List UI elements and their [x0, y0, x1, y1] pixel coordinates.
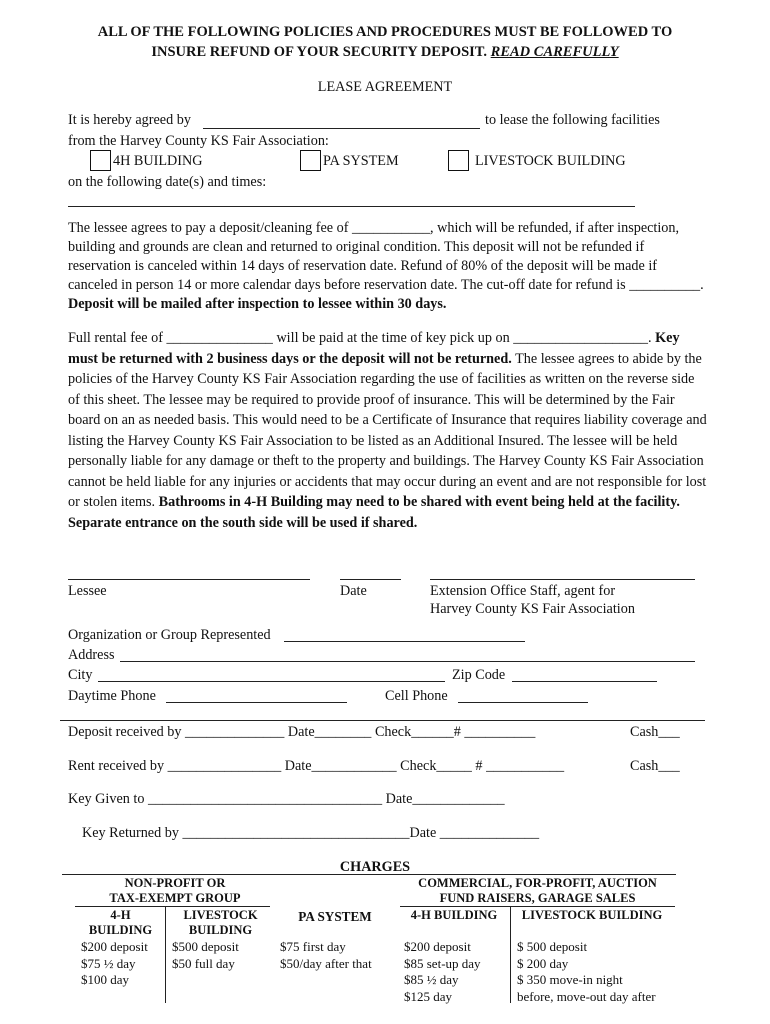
deposit-cash: Cash___ [630, 724, 680, 740]
option-pa-system: PA SYSTEM [323, 153, 399, 169]
deposit-received-row: Deposit received by ______________ Date________ Check______# __________ [68, 724, 536, 740]
np-4h-half-day: $75 ½ day [81, 956, 136, 971]
day-phone-label: Daytime Phone [68, 688, 156, 704]
day-phone-line[interactable] [166, 702, 347, 703]
c-4h-day: $125 day [404, 989, 453, 1004]
np-4h-day: $100 day [81, 972, 130, 987]
nonprofit-head-1: NON-PROFIT OR [124, 876, 226, 890]
col-4h-2: BUILDING [88, 923, 153, 937]
col-commercial-4h: 4-H BUILDING [410, 908, 498, 922]
deposit-bold: Deposit will be mailed after inspection to lessee within 30 days. [68, 296, 447, 312]
nonprofit-head-2: TAX-EXEMPT GROUP [109, 891, 241, 905]
header-line-2 [0, 44, 770, 61]
np-ls-full-day: $50 full day [172, 956, 235, 971]
rental-bold-2: Bathrooms in 4-H Building may need to be shared with event being held at the facility. Separate entrance on the south side will be used if shared. [68, 494, 680, 531]
checkbox-livestock-building[interactable] [448, 150, 469, 171]
np-ls-deposit: $500 deposit [172, 939, 239, 954]
page-title: LEASE AGREEMENT [317, 79, 453, 95]
date-signature-line[interactable] [340, 579, 401, 580]
charges-title: CHARGES [339, 859, 411, 875]
c-ls-deposit: $ 500 deposit [517, 939, 588, 954]
zip-label: Zip Code [452, 667, 506, 683]
pa-first-day: $75 first day [280, 939, 346, 954]
header-line-1: ALL OF THE FOLLOWING POLICIES AND PROCEDURES MUST BE FOLLOWED TO [97, 24, 673, 40]
org-line[interactable] [284, 641, 525, 642]
col-4h-1: 4-H [110, 908, 131, 922]
staff-label-2: Harvey County KS Fair Association [430, 601, 635, 617]
lessee-name-line[interactable] [203, 128, 480, 129]
rent-cash: Cash___ [630, 758, 680, 774]
col-ls-1: LIVESTOCK [183, 908, 258, 922]
option-livestock-building: LIVESTOCK BUILDING [475, 153, 626, 169]
commercial-divider [510, 907, 511, 1003]
read-carefully: READ CAREFULLY [490, 44, 619, 60]
c-4h-setup: $85 set-up day [404, 956, 481, 971]
lessee-label: Lessee [68, 583, 107, 599]
header-line-2-text: INSURE REFUND OF YOUR SECURITY DEPOSIT. [151, 44, 491, 60]
rent-received-row: Rent received by ________________ Date____________ Check_____ # ___________ [68, 758, 565, 774]
col-commercial-ls: LIVESTOCK BUILDING [521, 908, 663, 922]
commercial-head-1: COMMERCIAL, FOR-PROFIT, AUCTION [418, 876, 657, 890]
to-lease-label: to lease the following facilities [485, 112, 660, 128]
c-ls-move-in: $ 350 move-in night [517, 972, 623, 987]
cell-phone-line[interactable] [458, 702, 588, 703]
c-4h-half-day: $85 ½ day [404, 972, 459, 987]
option-4h-building: 4H BUILDING [113, 153, 203, 169]
agreed-by-label: It is hereby agreed by [68, 112, 191, 128]
rental-paragraph [68, 328, 708, 533]
cell-phone-label: Cell Phone [385, 688, 448, 704]
commercial-head-2: FUND RAISERS, GARAGE SALES [439, 891, 636, 905]
deposit-paragraph [68, 219, 708, 314]
from-association-label: from the Harvey County KS Fair Association: [68, 133, 329, 149]
dates-line[interactable] [68, 206, 635, 207]
checkbox-pa-system[interactable] [300, 150, 321, 171]
rental-text: The lessee agrees to abide by the policies of the Harvey County KS Fair Association regarding the use of facilities as written on the reverse side of this sheet. The lessee may be required to provide proof of insurance. This will be determined by the Fair board on an as needed basis. This would need to be a Certificate of Insurance that requires liability coverage and listing the Harvey County KS Fair Association to be listed as an Additional Insured. The lessee will be held personally liable for any damage or theft to the property and buildings. The Harvey County KS Fair Association cannot be held liable for any injuries or accidents that may occur during an event and are not responsible for lost or stolen items. [68, 350, 707, 510]
address-line[interactable] [120, 661, 695, 662]
nonprofit-divider [165, 907, 166, 1003]
deposit-text: The lessee agrees to pay a deposit/cleaning fee of ___________, which will be refunded, if after inspection, building and grounds are clean and returned to original condition. This deposit will not be refunded if reservation is canceled within 14 days of reservation date. Refund of 80% of the deposit will be made if canceled in person 14 or more calendar days before reservation date. The cut-off date for refund is __________. [68, 220, 704, 293]
c-ls-move-out: before, move-out day after [517, 989, 656, 1004]
lessee-signature-line[interactable] [68, 579, 310, 580]
charges-top-rule [62, 874, 676, 875]
key-given-row: Key Given to _________________________________ Date_____________ [68, 791, 505, 807]
rental-line-1: Full rental fee of _______________ will be paid at the time of key pick up on ___________________. [68, 330, 652, 346]
city-line[interactable] [98, 681, 445, 682]
city-label: City [68, 667, 93, 683]
staff-label-1: Extension Office Staff, agent for [430, 583, 616, 599]
pa-after: $50/day after that [280, 956, 372, 971]
nonprofit-rule [75, 906, 270, 907]
dates-label: on the following date(s) and times: [68, 174, 267, 190]
commercial-rule [400, 906, 675, 907]
checkbox-4h-building[interactable] [90, 150, 111, 171]
zip-line[interactable] [512, 681, 657, 682]
key-returned-row: Key Returned by ________________________________Date ______________ [82, 825, 540, 841]
col-ls-2: BUILDING [188, 923, 253, 937]
office-divider [60, 720, 705, 721]
c-ls-day: $ 200 day [517, 956, 569, 971]
rental-bold-1: Key must be returned with 2 business days or the deposit will not be returned. [68, 330, 680, 367]
staff-signature-line[interactable] [430, 579, 695, 580]
np-4h-deposit: $200 deposit [81, 939, 148, 954]
c-4h-deposit: $200 deposit [404, 939, 471, 954]
date-label: Date [340, 583, 367, 599]
col-pa: PA SYSTEM [298, 909, 372, 924]
address-label: Address [68, 647, 115, 663]
org-label: Organization or Group Represented [68, 627, 271, 643]
